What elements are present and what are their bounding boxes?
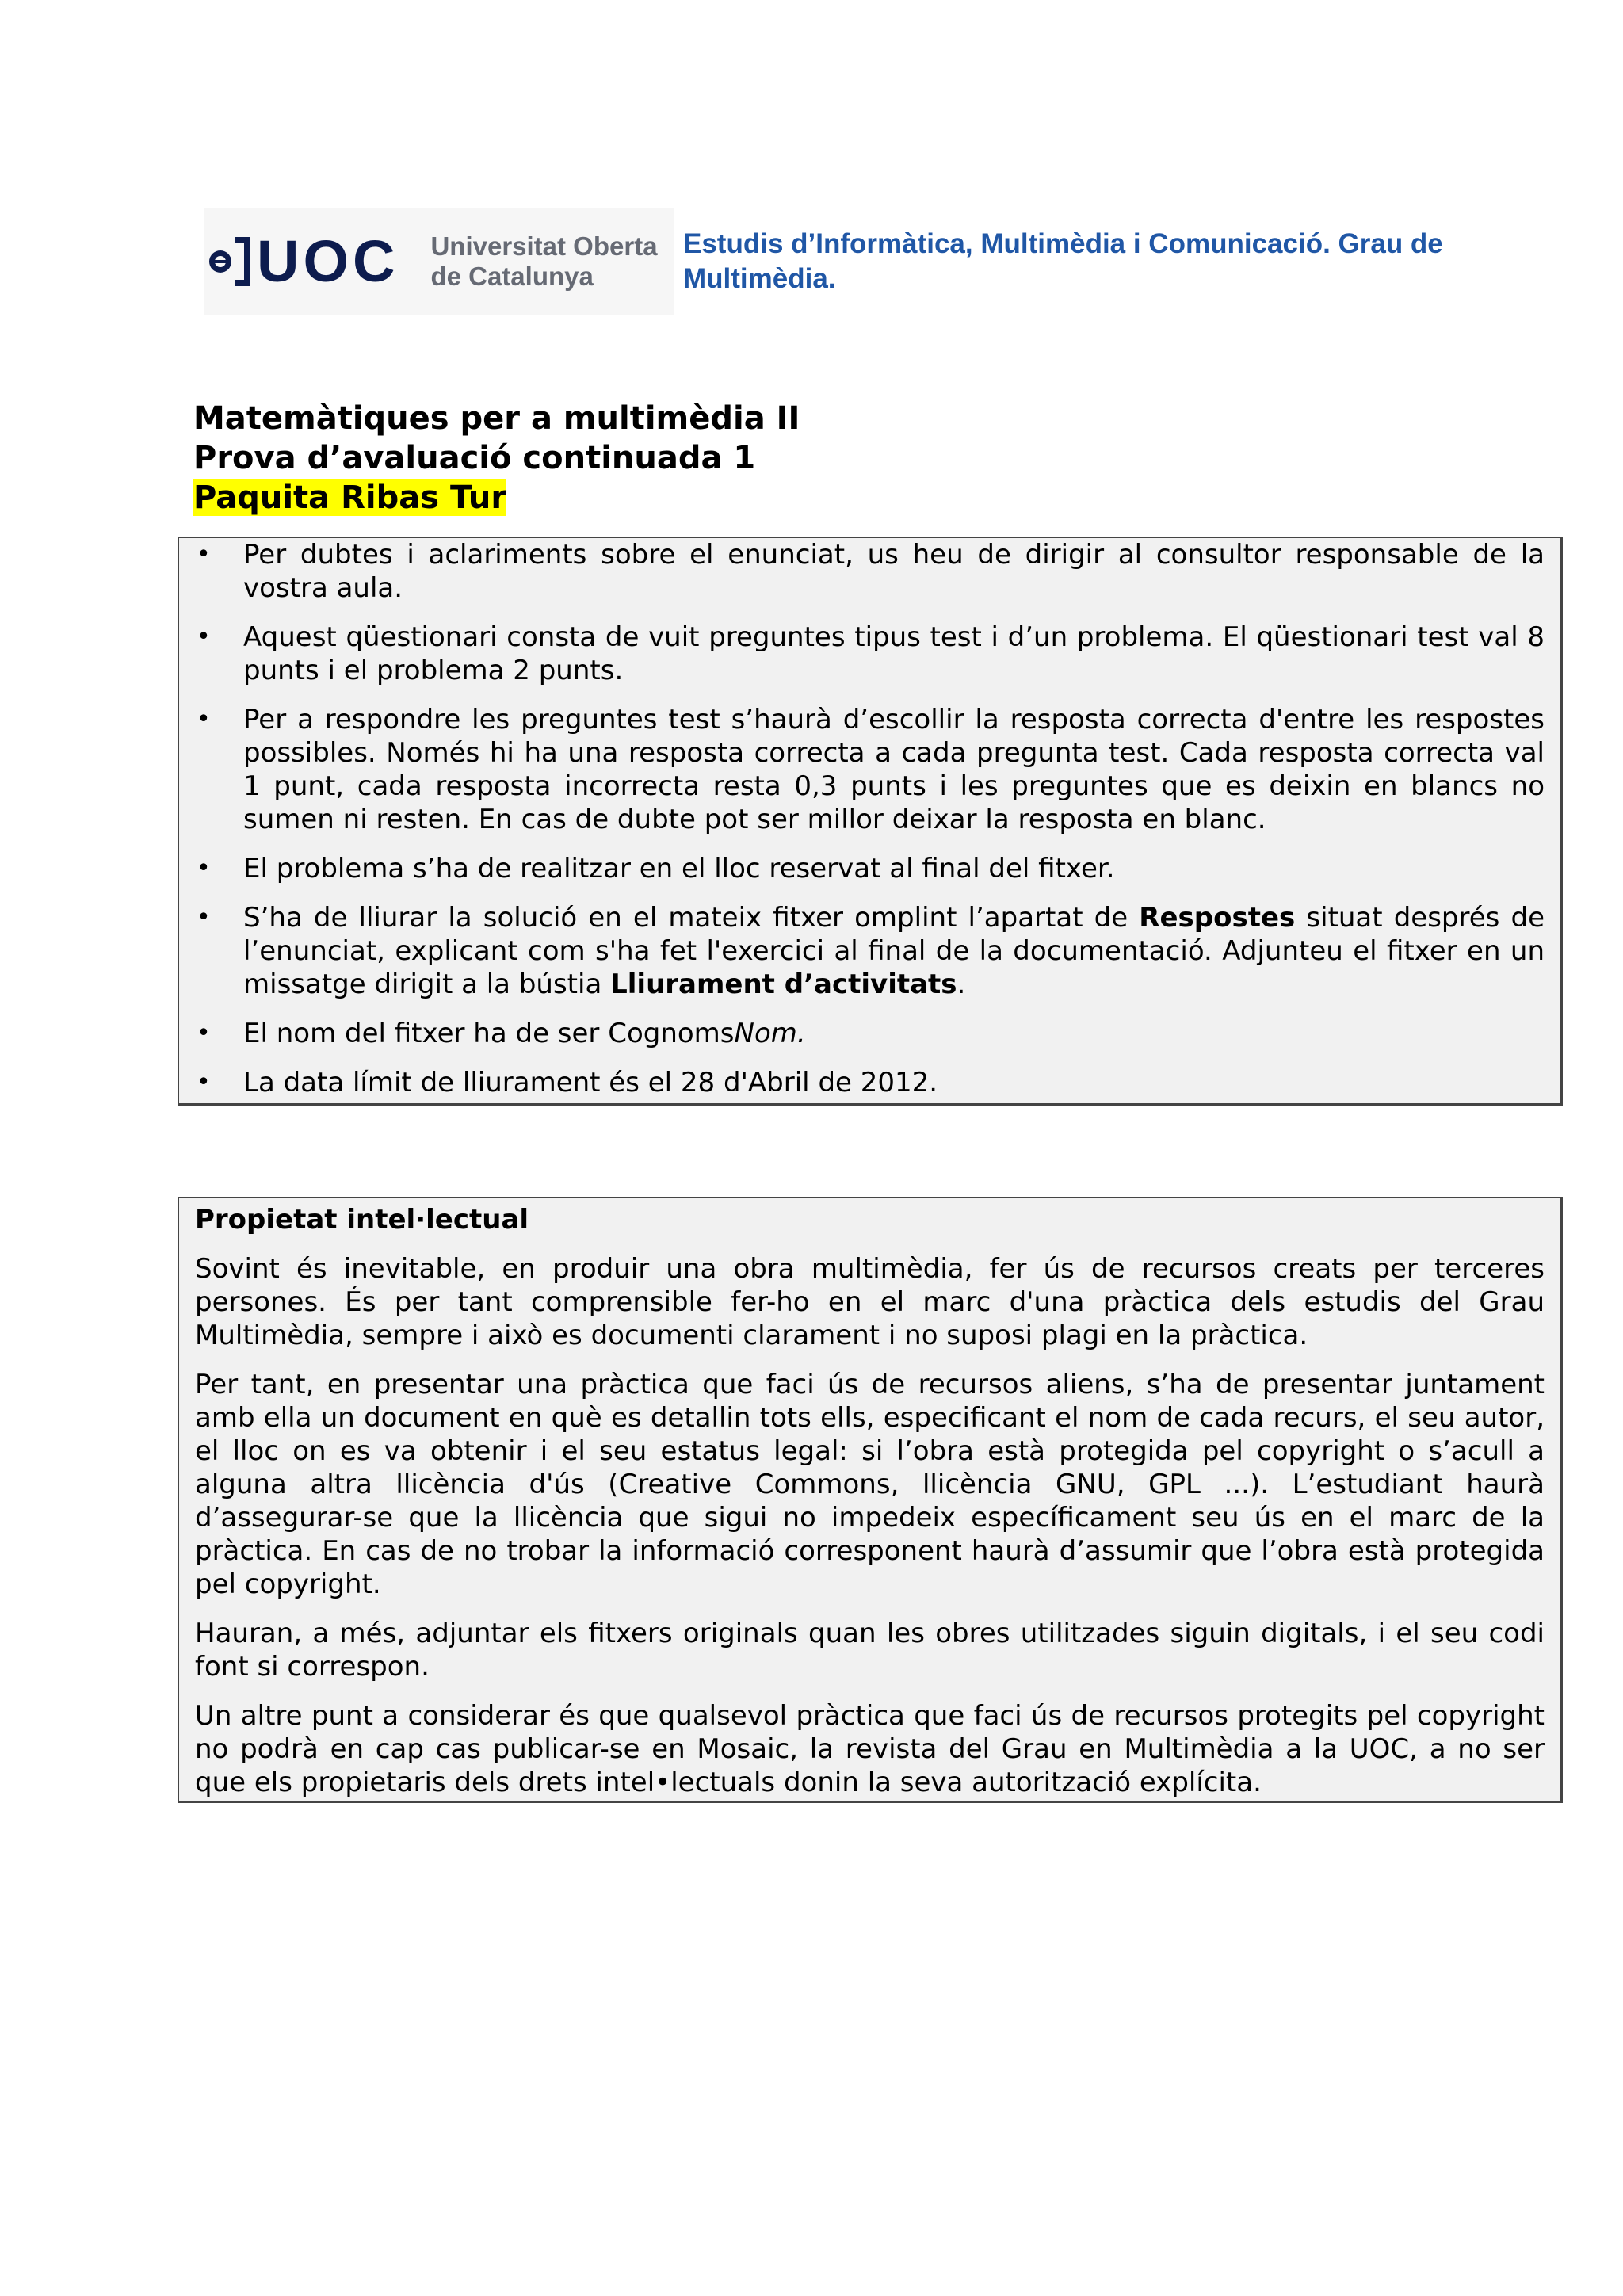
bullet-icon: • [197,541,211,568]
school-title: Estudis d’Informàtica, Multimèdia i Comunicació. Grau de Multimèdia. [683,228,1443,294]
uoc-emblem-icon [204,234,252,289]
bullet-icon: • [197,623,211,651]
instruction-item: • El problema s’ha de realitzar en el lloc reservat al final del fitxer. [197,853,1115,884]
ip-paragraph: Sovint és inevitable, en produir una obra multimèdia, fer ús de recursos creats per terceres persones. És per tant comprensible fer-ho en el marc d'una pràctica dels estudis del Grau Multimèdia, sempre i això es documenti clarament i no suposi plagi en la pràctica. [195,1253,1545,1351]
instruction-item: • El nom del fitxer ha de ser CognomsNom. [197,1018,806,1049]
student-name-row [193,478,800,518]
ip-paragraph: Un altre punt a considerar és que qualsevol pràctica que faci ús de recursos protegits pel copyright no podrà en cap cas publicar-se en Mosaic, la revista del Grau en Multimèdia a la UOC, a no ser que els propietaris dels drets intel•lectuals donin la seva autorització explícita. [195,1700,1545,1798]
bullet-icon: • [197,904,211,931]
instructions-box [178,537,1563,1106]
instructions-list [179,538,1560,1115]
bullet-icon: • [197,1068,211,1096]
logo-mark [204,227,399,294]
student-name: Paquita Ribas Tur [193,479,507,516]
mailbox-label: Lliurament d’activitats [610,968,957,1000]
ip-paragraph: Hauran, a més, adjuntar els fitxers originals quan les obres utilitzades siguin digitals, i el seu codi font si correspon. [195,1618,1545,1683]
instruction-item: • S’ha de lliurar la solució en el mateix fitxer omplint l’apartat de Respostes situat després de l’enunciat, explicant com s'ha fet l'exercici al final de la documentació. Adjunteu el fitxer en un missatge dirigit a la bústia Lliurament d’activitats. [197,902,1545,1000]
ip-heading: Propietat intel·lectual [195,1204,529,1236]
instruction-item: • Per a respondre les preguntes test s’haurà d’escollir la resposta correcta d'entre les respostes possibles. Només hi ha una resposta correcta a cada pregunta test. Cada resposta correcta val 1 punt, cada resposta incorrecta resta 0,3 punts i les preguntes que es deixin en blancs no sumen ni resten. En cas de dubte pot ser millor deixar la resposta en blanc. [197,704,1545,835]
document-titles [193,399,800,518]
test-title: Prova d’avaluació continuada 1 [193,440,756,476]
ip-paragraph: Per tant, en presentar una pràctica que faci ús de recursos aliens, s’ha de presentar juntament amb ella un document en què es detallin tots ells, especificant el nom de cada recurs, el seu autor, el lloc on es va obtenir i el seu estatus legal: si l’obra està protegida pel copyright o s’acull a alguna altra llicència d'ús (Creative Commons, llicència GNU, GPL ...). L’estudiant haurà d’assegurar-se que la llicència que sigui no impedeix específicament seu ús en el marc de la pràctica. En cas de no trobar la informació corresponent haurà d’assumir que l’obra està protegida pel copyright. [195,1369,1545,1600]
bullet-icon: • [197,705,211,733]
university-name: Universitat Oberta de Catalunya [430,231,658,291]
header [204,208,1504,315]
instruction-item: • La data límit de lliurament és el 28 d'Abril de 2012. [197,1067,938,1098]
bullet-icon: • [197,854,211,882]
instruction-item: • Per dubtes i aclariments sobre el enunciat, us heu de dirigir al consultor responsable de la vostra aula. [197,539,1545,604]
bullet-icon: • [197,1019,211,1047]
course-title: Matemàtiques per a multimèdia II [193,400,800,437]
uoc-logo [204,208,674,315]
intellectual-property-box [178,1197,1563,1803]
instruction-item: • Aquest qüestionari consta de vuit preguntes tipus test i d’un problema. El qüestionari test val 8 punts i el problema 2 punts. [197,621,1545,686]
logo-text: UOC [257,227,399,294]
respostes-label: Respostes [1139,902,1296,934]
